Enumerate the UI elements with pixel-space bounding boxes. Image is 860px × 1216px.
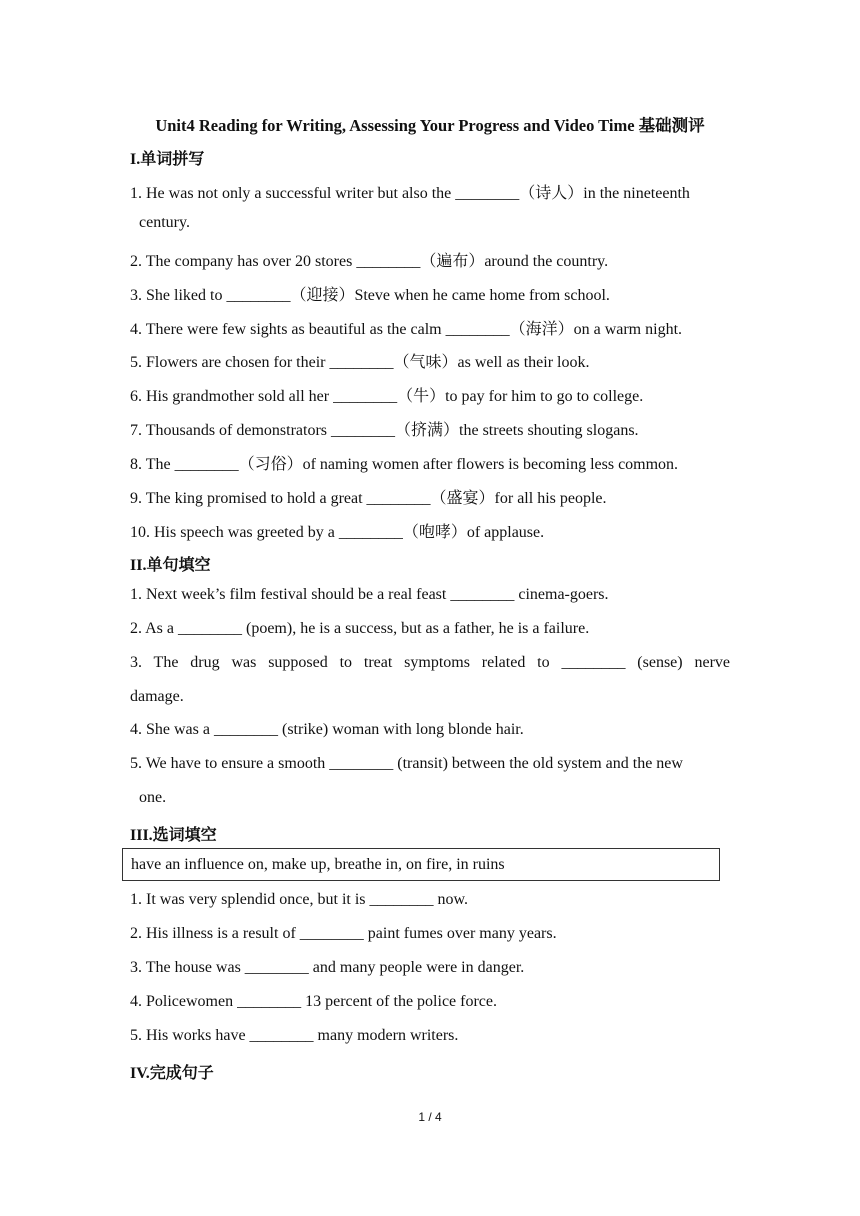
question-line: 3. The drug was supposed to treat symptoms related to ________ (sense) nerve (130, 654, 730, 671)
question-line: 4. She was a ________ (strike) woman with long blonde hair. (130, 721, 524, 738)
question-line: 3. The house was ________ and many people were in danger. (130, 959, 525, 976)
question-line: 1. He was not only a successful writer but also the ________（诗人）in the nineteenth (130, 185, 690, 202)
word-bank-box (122, 848, 720, 881)
question-line: 1. Next week’s film festival should be a real feast ________ cinema-goers. (130, 586, 609, 603)
question-line: 7. Thousands of demonstrators ________（挤满）the streets shouting slogans. (130, 422, 639, 439)
section-heading-2: II.单句填空 (130, 557, 211, 574)
question-line: 2. The company has over 20 stores ________（遍布）around the country. (130, 253, 609, 270)
question-line: 2. His illness is a result of ________ paint fumes over many years. (130, 925, 557, 942)
question-line: 9. The king promised to hold a great ________（盛宴）for all his people. (130, 490, 607, 507)
question-line: 2. As a ________ (poem), he is a success, but as a father, he is a failure. (130, 620, 590, 637)
question-line: century. (139, 214, 190, 231)
question-line: 3. She liked to ________（迎接）Steve when he came home from school. (130, 287, 610, 304)
question-line: one. (139, 789, 167, 806)
question-line: damage. (130, 688, 184, 705)
section-heading-3: III.选词填空 (130, 827, 217, 844)
question-line: 4. There were few sights as beautiful as the calm ________（海洋）on a warm night. (130, 321, 683, 338)
word-bank-text: have an influence on, make up, breathe in, on fire, in ruins (131, 856, 505, 873)
page-number: 1 / 4 (418, 1110, 442, 1124)
question-line: 4. Policewomen ________ 13 percent of the police force. (130, 993, 497, 1010)
question-line: 5. We have to ensure a smooth ________ (transit) between the old system and the new (130, 755, 683, 772)
question-line: 5. His works have ________ many modern writers. (130, 1027, 459, 1044)
section-heading-1: I.单词拼写 (130, 151, 205, 168)
question-line: 6. His grandmother sold all her ________（牛）to pay for him to go to college. (130, 388, 644, 405)
section-heading-4: IV.完成句子 (130, 1065, 214, 1082)
question-line: 10. His speech was greeted by a ________（咆哮）of applause. (130, 524, 545, 541)
question-line: 1. It was very splendid once, but it is ________ now. (130, 891, 469, 908)
question-line: 8. The ________（习俗）of naming women after flowers is becoming less common. (130, 456, 679, 473)
page-title: Unit4 Reading for Writing, Assessing Your Progress and Video Time 基础测评 (155, 116, 705, 135)
question-line: 5. Flowers are chosen for their ________（气味）as well as their look. (130, 354, 590, 371)
